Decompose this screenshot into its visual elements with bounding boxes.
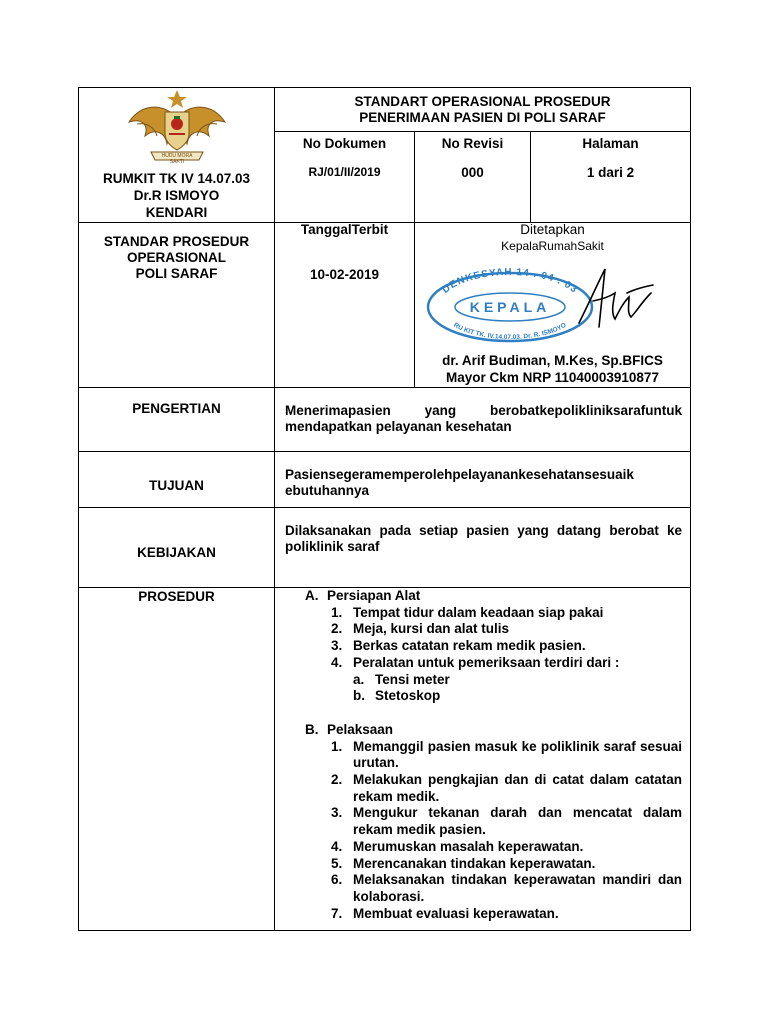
no-revisi-value: 000 <box>461 165 484 180</box>
item-text: Merencanakan tindakan keperawatan. <box>353 855 596 871</box>
item-number: 1. <box>331 738 343 754</box>
sub-item-text: Tensi meter <box>375 671 450 687</box>
tanggal-terbit-value: 10-02-2019 <box>309 267 380 282</box>
no-revisi-label: No Revisi <box>441 136 504 151</box>
list-item <box>331 655 682 672</box>
list-item <box>331 621 682 638</box>
halaman-label: Halaman <box>582 136 639 151</box>
tujuan-text: Pasiensegeramemperolehpelayanankesehatansesuaik ebutuhannya <box>275 452 691 508</box>
handwritten-signature <box>575 263 655 339</box>
kepala-rumah-sakit-label: KepalaRumahSakit <box>501 239 604 253</box>
no-revisi-cell <box>415 132 531 223</box>
item-text: Melakukan pengkajian dan di catat dalam catatan rekam medik. <box>353 772 683 804</box>
item-text: Meja, kursi dan alat tulis <box>353 621 510 637</box>
sub-list-item <box>353 672 682 689</box>
item-number: 1. <box>331 604 343 620</box>
list-item <box>331 906 682 923</box>
hospital-line3: KENDARI <box>145 205 208 220</box>
item-number: 5. <box>331 855 343 871</box>
item-text: Melaksanakan tindakan keperawatan mandiri dan kolaborasi. <box>353 872 683 904</box>
pengertian-label: PENGERTIAN <box>132 401 221 416</box>
ditetapkan-cell <box>415 223 691 388</box>
list-item <box>331 872 682 905</box>
section-a-marker: A. <box>305 588 319 603</box>
title-line2: PENERIMAAN PASIEN DI POLI SARAF <box>359 110 606 125</box>
no-dokumen-cell <box>275 132 415 223</box>
tujuan-label-cell <box>79 452 275 508</box>
halaman-cell <box>531 132 691 223</box>
official-stamp <box>425 267 595 343</box>
sub-item-letter: a. <box>353 671 365 687</box>
ditetapkan-label: Ditetapkan <box>520 222 585 237</box>
svg-text:RU KIT TK. IV.14.07.03. Dr. R. <box>452 322 567 341</box>
sub-item-text: Stetoskop <box>375 688 441 704</box>
item-text: Merumuskan masalah keperawatan. <box>353 838 584 854</box>
list-item <box>331 605 682 622</box>
sub-list-item <box>353 688 682 705</box>
item-number: 7. <box>331 905 343 921</box>
kebijakan-label-cell <box>79 508 275 588</box>
hospital-line1: RUMKIT TK IV 14.07.03 <box>102 171 251 186</box>
prosedur-label-cell <box>79 588 275 931</box>
svg-text:DENKESYAH 14 . 04 . 03 <box>440 267 579 296</box>
kebijakan-text: Dilaksanakan pada setiap pasien yang datang berobat ke poliklinik saraf <box>275 508 691 588</box>
signer-name: dr. Arif Budiman, M.Kes, Sp.BFICS <box>442 353 663 368</box>
sop-name-line2: OPERASIONAL <box>126 250 226 265</box>
stamp-top-text: DENKESYAH 14 . 04 . 03 <box>440 267 580 296</box>
signer-block <box>415 352 690 386</box>
kebijakan-label: KEBIJAKAN <box>137 545 216 560</box>
list-item <box>331 856 682 873</box>
list-item <box>331 805 682 838</box>
prosedur-label: PROSEDUR <box>138 589 215 604</box>
document-title <box>275 88 691 132</box>
item-number: 2. <box>331 621 343 637</box>
item-number: 4. <box>331 838 343 854</box>
hospital-name <box>79 170 274 221</box>
section-a-heading <box>305 588 682 605</box>
section-b-marker: B. <box>305 721 319 737</box>
item-text: Tempat tidur dalam keadaan siap pakai <box>353 604 604 620</box>
item-number: 3. <box>331 805 343 821</box>
stamp-bottom-text: RU KIT TK. IV.14.07.03. Dr. R. ISMOYO <box>452 321 568 342</box>
sop-table <box>78 87 691 931</box>
list-item <box>331 739 682 772</box>
item-text: Peralatan untuk pemeriksaan terdiri dari : <box>353 654 620 670</box>
item-text: Berkas catatan rekam medik pasien. <box>353 638 586 654</box>
pengertian-text: Menerimapasien yang berobatkepolikliniksarafuntuk mendapatkan pelayanan kesehatan <box>275 388 691 452</box>
hospital-line2: Dr.R ISMOYO <box>133 188 220 203</box>
item-text: Membuat evaluasi keperawatan. <box>353 905 559 921</box>
section-b-title: Pelaksaan <box>327 721 394 737</box>
signer-rank: Mayor Ckm NRP 11040003910877 <box>446 370 659 385</box>
section-b-list <box>305 739 682 923</box>
section-a-title: Persiapan Alat <box>327 588 421 603</box>
no-dokumen-value: RJ/01/II/2019 <box>308 165 381 179</box>
stamp-middle-text: KEPALA <box>469 299 551 315</box>
item-text: Memanggil pasien masuk ke poliklinik saraf sesuai urutan. <box>353 738 683 771</box>
item-number: 2. <box>331 772 343 788</box>
tujuan-label: TUJUAN <box>149 478 204 493</box>
tanggal-terbit-label: TanggalTerbit <box>300 222 389 237</box>
sub-item-letter: b. <box>353 688 365 704</box>
pengertian-label-cell <box>79 388 275 452</box>
section-a-list <box>305 605 682 705</box>
item-number: 4. <box>331 654 343 670</box>
list-item <box>331 772 682 805</box>
tanggal-terbit-cell <box>275 223 415 388</box>
no-dokumen-label: No Dokumen <box>302 136 387 151</box>
item-text: Mengukur tekanan darah dan mencatat dalam rekam medik pasien. <box>353 805 683 838</box>
item-number: 6. <box>331 872 343 888</box>
list-item <box>331 638 682 655</box>
item-number: 3. <box>331 638 343 654</box>
sop-name-cell <box>79 223 275 388</box>
sop-name-line1: STANDAR PROSEDUR <box>103 234 250 249</box>
list-item <box>331 839 682 856</box>
halaman-value: 1 dari 2 <box>586 165 635 180</box>
title-line1: STANDART OPERASIONAL PROSEDUR <box>354 94 611 109</box>
logo-motto: HUDU MORA SAKTI <box>161 153 193 165</box>
sop-document <box>78 87 690 931</box>
section-b-heading <box>305 722 682 739</box>
logo-cell <box>79 88 275 223</box>
prosedur-content <box>275 588 691 931</box>
sop-name-line3: POLI SARAF <box>135 266 218 281</box>
